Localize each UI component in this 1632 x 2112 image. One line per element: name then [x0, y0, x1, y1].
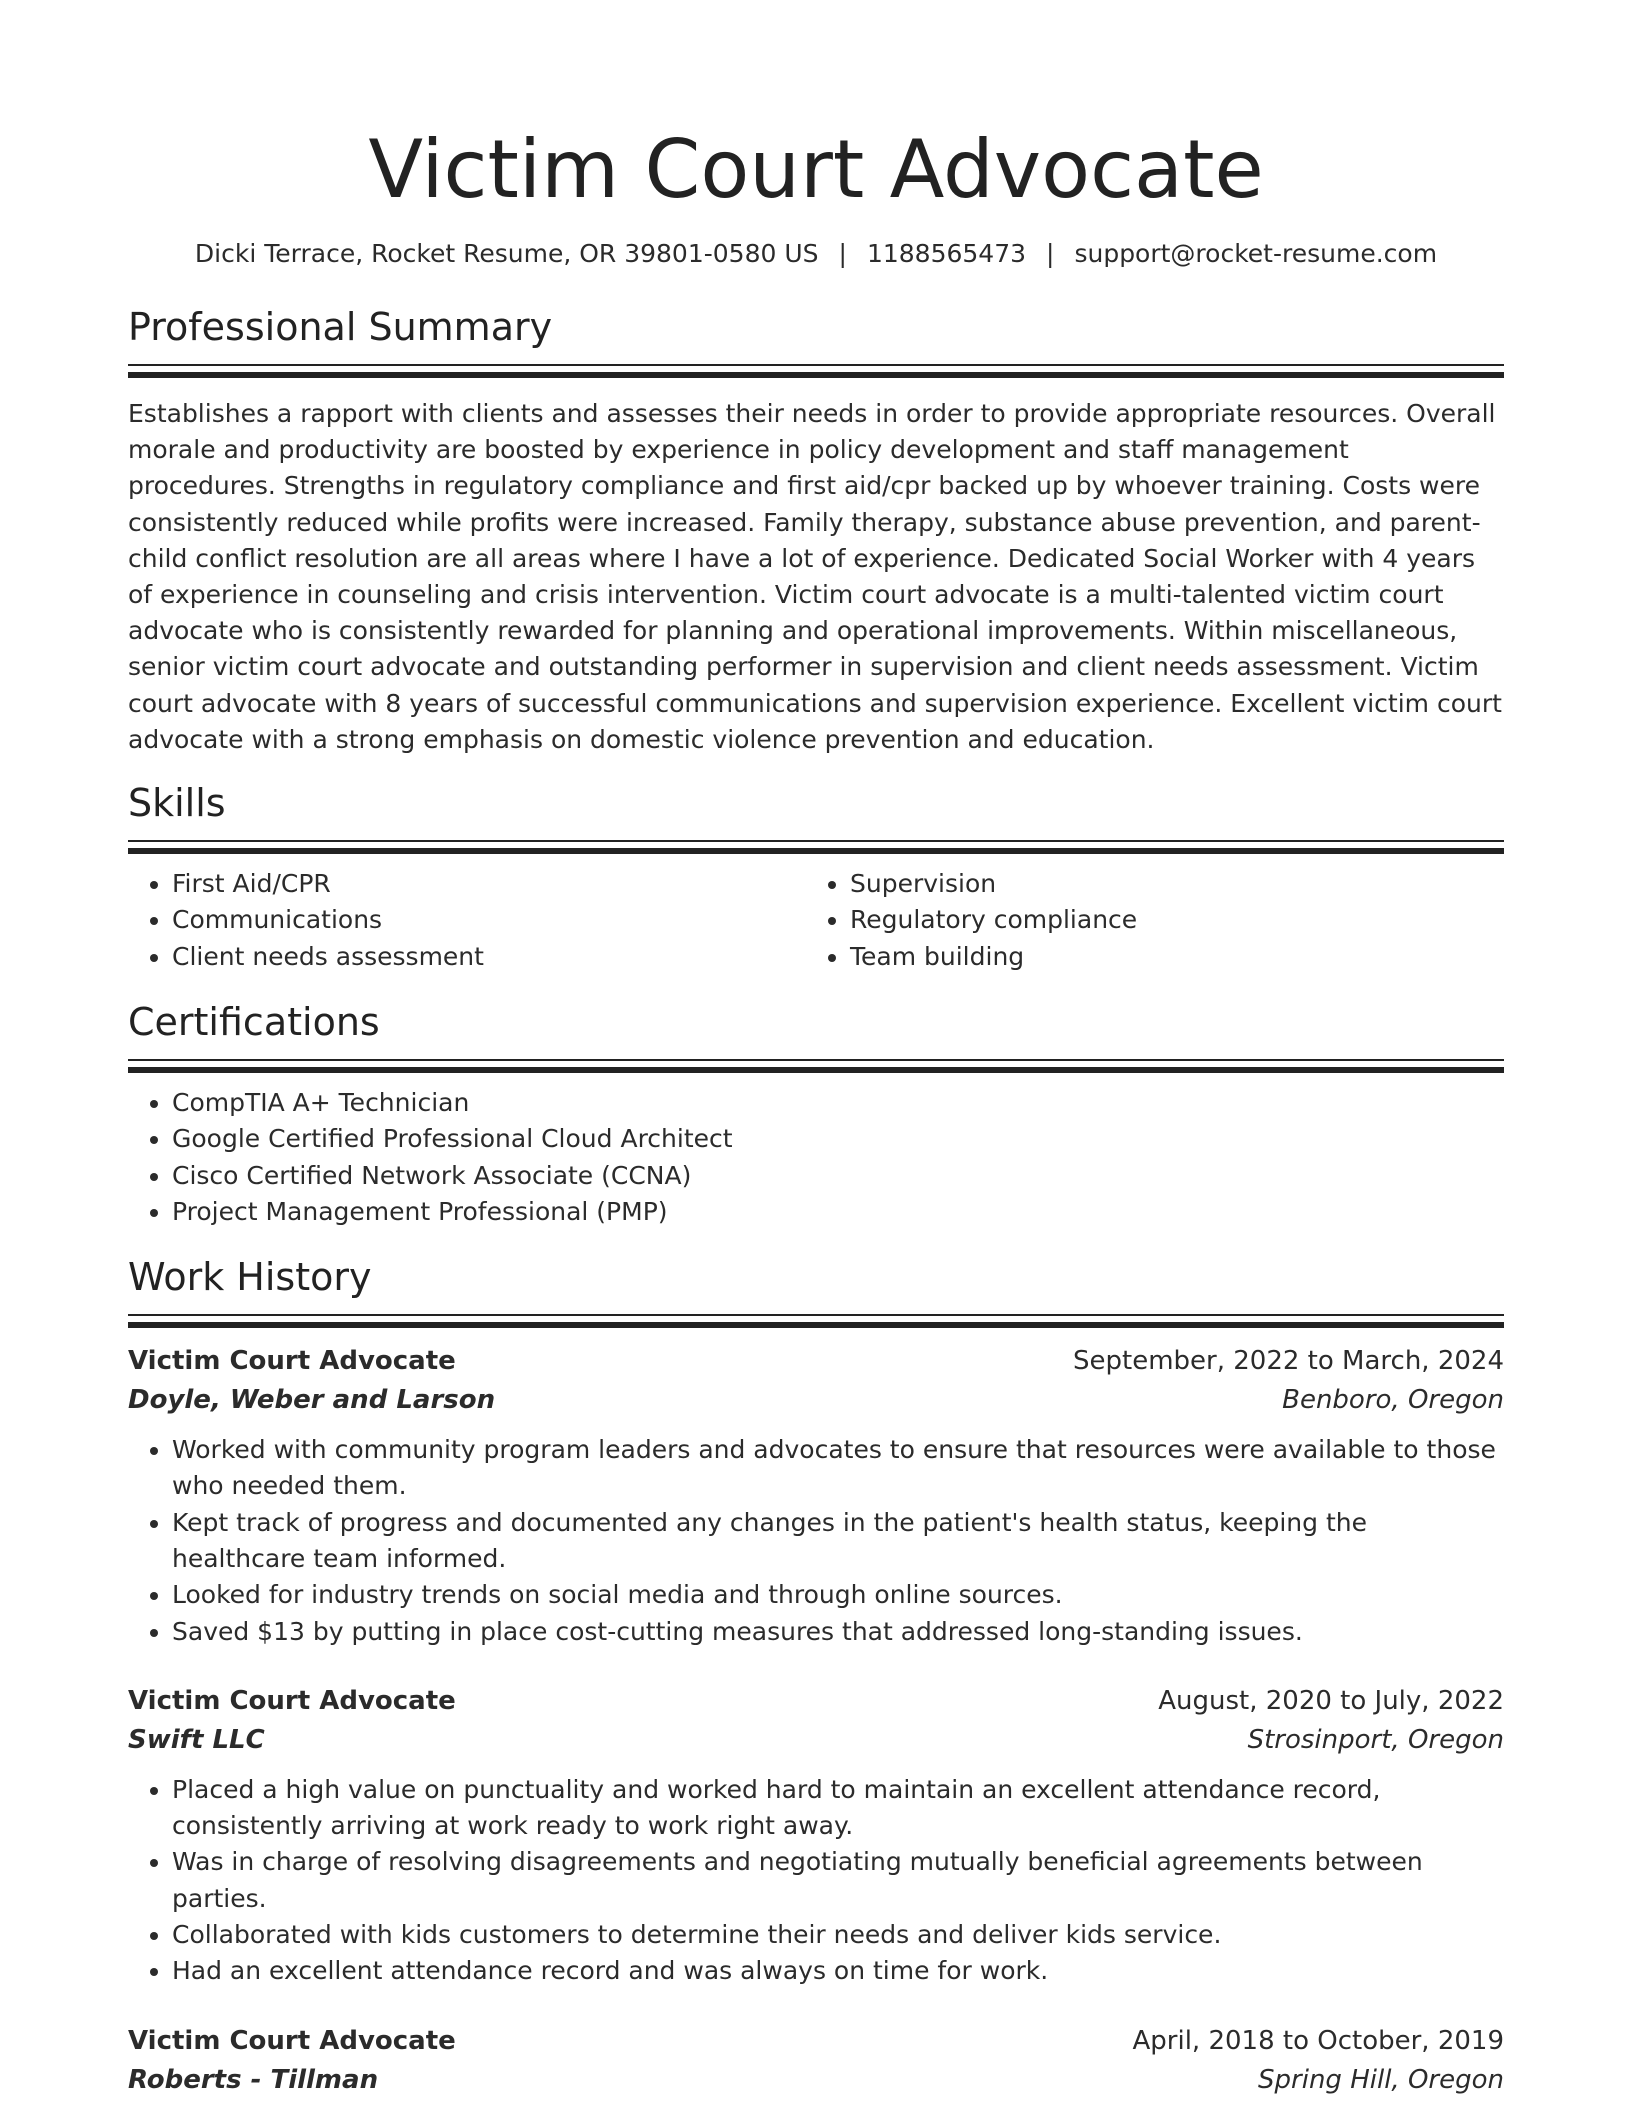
- certification-item: • CompTIA A+ Technician: [172, 1085, 1504, 1121]
- job-title: Victim Court Advocate: [128, 1346, 456, 1377]
- section-divider: [128, 364, 1504, 378]
- contact-address: Dicki Terrace, Rocket Resume, OR 39801-0580 US: [194, 239, 819, 268]
- skills-section: [128, 778, 1504, 975]
- job-bullet: • Was in charge of resolving disagreements and negotiating mutually beneficial agreements between parties.: [172, 1844, 1504, 1917]
- skills-columns: [128, 866, 1504, 975]
- skill-item: • Communications: [172, 902, 806, 938]
- job-location: Benboro, Oregon: [1282, 1385, 1504, 1416]
- job-bullet: • Worked with community program leaders and advocates to ensure that resources were available to those who needed them.: [172, 1432, 1504, 1505]
- job-bullet: • Collaborated with kids customers to determine their needs and deliver kids service.: [172, 1917, 1504, 1953]
- contact-separator: |: [1046, 239, 1055, 268]
- section-divider: [128, 1059, 1504, 1073]
- section-divider: [128, 840, 1504, 854]
- certification-item: • Project Management Professional (PMP): [172, 1194, 1504, 1230]
- skill-item: • First Aid/CPR: [172, 866, 806, 902]
- section-divider: [128, 1314, 1504, 1328]
- skill-item: • Team building: [850, 939, 1484, 975]
- job-title: Victim Court Advocate: [128, 2025, 456, 2056]
- summary-section: [128, 302, 1504, 758]
- job-location: Strosinport, Oregon: [1247, 1724, 1504, 1755]
- section-title-work-history: Work History: [128, 1255, 372, 1300]
- job-location: Spring Hill, Oregon: [1258, 2064, 1504, 2095]
- section-title-summary: Professional Summary: [128, 305, 553, 349]
- job-title: Victim Court Advocate: [128, 1685, 456, 1716]
- job-dates: April, 2018 to October, 2019: [1132, 2025, 1504, 2056]
- job-company: Swift LLC: [128, 1724, 265, 1755]
- resume-page: [128, 0, 1504, 2100]
- job-company: Roberts - Tillman: [128, 2064, 379, 2095]
- skills-column-right: [806, 866, 1484, 975]
- certification-item: • Cisco Certified Network Associate (CCNA): [172, 1158, 1504, 1194]
- certifications-section: [128, 997, 1504, 1230]
- job-bullet: • Had an excellent attendance record and was always on time for work.: [172, 1953, 1504, 1989]
- contact-line: [128, 236, 1504, 272]
- job-entry: [128, 1682, 1504, 1990]
- resume-name: Victim Court Advocate: [368, 123, 1264, 216]
- job-bullet: • Saved $13 by putting in place cost-cutting measures that addressed long-standing issues.: [172, 1614, 1504, 1650]
- job-entry: [128, 2022, 1504, 2100]
- job-dates: August, 2020 to July, 2022: [1158, 1685, 1504, 1716]
- certification-item: • Google Certified Professional Cloud Architect: [172, 1121, 1504, 1157]
- work-history-section: [128, 1252, 1504, 2100]
- section-title-certifications: Certifications: [128, 999, 380, 1044]
- skill-item: • Supervision: [850, 866, 1484, 902]
- contact-phone: 1188565473: [866, 239, 1027, 268]
- job-bullet: • Looked for industry trends on social media and through online sources.: [172, 1577, 1504, 1613]
- job-entry: [128, 1342, 1504, 1650]
- contact-separator: |: [838, 239, 847, 268]
- skill-item: • Client needs assessment: [172, 939, 806, 975]
- job-dates: September, 2022 to March, 2024: [1073, 1346, 1504, 1377]
- job-bullet: • Placed a high value on punctuality and worked hard to maintain an excellent attendance record, consistently arriving at work ready to work right away.: [172, 1772, 1504, 1845]
- skills-column-left: [128, 866, 806, 975]
- summary-text: Establishes a rapport with clients and assesses their needs in order to provide appropriate resources. Overall morale and productivity are boosted by experience in policy development and staff management procedures. Strengths in regulatory compliance and first aid/cpr backed up by whoever training. Costs were consistently reduced while profits were increased. Family therapy, substance abuse prevention, and parent-child conflict resolution are all areas where I have a lot of experience. Dedicated Social Worker with 4 years of experience in counseling and crisis intervention. Victim court advocate is a multi-talented victim court advocate who is consistently rewarded for planning and operational improvements. Within miscellaneous, senior victim court advocate and outstanding performer in supervision and client needs assessment. Victim court advocate with 8 years of successful communications and supervision experience. Excellent victim court advocate with a strong emphasis on domestic violence prevention and education.: [128, 399, 1502, 754]
- job-bullet: • Kept track of progress and documented any changes in the patient's health status, keeping the healthcare team informed.: [172, 1505, 1504, 1578]
- job-company: Doyle, Weber and Larson: [128, 1385, 496, 1416]
- section-title-skills: Skills: [128, 781, 226, 826]
- contact-email[interactable]: support@rocket-resume.com: [1074, 239, 1438, 268]
- skill-item: • Regulatory compliance: [850, 902, 1484, 938]
